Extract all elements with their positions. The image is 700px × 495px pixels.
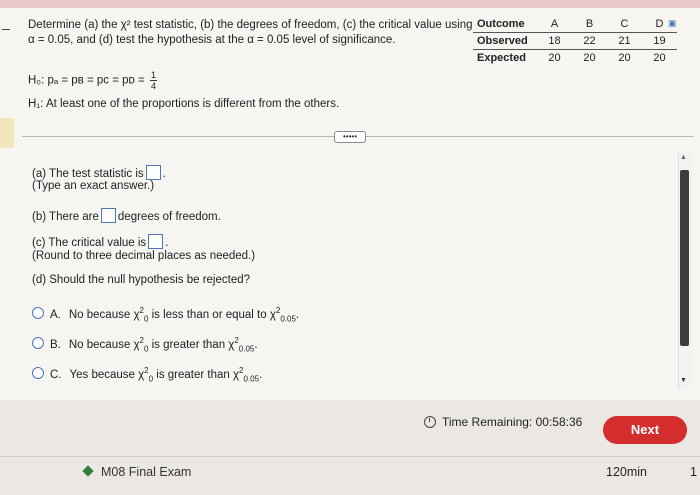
exam-title (84, 465, 191, 479)
option-c-text: Yes because χ (69, 368, 145, 381)
option-b-letter: B. (50, 338, 61, 351)
option-c-radio[interactable] (32, 367, 44, 379)
option-a-text-end: . (295, 308, 300, 321)
option-b-text-mid: is greater than χ (148, 338, 235, 351)
option-b-sub2: 0.05 (238, 344, 255, 354)
top-strip (0, 0, 700, 8)
option-a-radio[interactable] (32, 307, 44, 319)
option-a-sup2: 2 (275, 306, 281, 315)
table-header-outcome: Outcome (473, 16, 537, 33)
table-header-row (473, 16, 677, 33)
observed-b: 22 (572, 33, 607, 50)
observed-c: 21 (607, 33, 642, 50)
option-b-sup2: 2 (234, 336, 239, 345)
test-statistic-input[interactable] (146, 165, 161, 180)
option-c-sub: 0 (148, 374, 154, 384)
option-a-letter: A. (50, 308, 61, 321)
problem-line-2: α = 0.05, and (d) test the hypothesis at the α = 0.05 level of significance. (28, 34, 396, 46)
scrollbar-thumb[interactable] (680, 170, 689, 346)
option-a[interactable] (32, 306, 299, 323)
observed-label: Observed (473, 33, 537, 50)
problem-line-1: Determine (a) the χ² test statistic, (b) the degrees of freedom, (c) the critical value using (28, 19, 473, 31)
side-dash (2, 29, 10, 30)
option-a-sup: 2 (139, 306, 144, 315)
fraction-numerator: 1 (150, 70, 156, 80)
time-remaining (424, 415, 582, 429)
exam-duration: 120min (606, 465, 647, 479)
null-hypothesis (28, 70, 157, 91)
copy-data-icon[interactable]: ▣ (668, 18, 677, 28)
diamond-icon (82, 465, 93, 476)
scroll-down-icon[interactable]: ▼ (680, 377, 687, 384)
option-c-sup2: 2 (239, 366, 244, 375)
option-b[interactable] (32, 336, 258, 353)
option-a-text: No because χ (68, 308, 140, 321)
question-a: (a) The test statistic is . (32, 165, 166, 180)
observed-a: 18 (537, 33, 572, 50)
question-a-note: (Type an exact answer.) (32, 180, 155, 192)
side-tab[interactable] (0, 118, 14, 148)
null-hypothesis-fraction (150, 70, 157, 91)
expected-label: Expected (477, 52, 526, 64)
expected-b: 20 (583, 52, 596, 64)
expected-d: 20 (653, 52, 666, 64)
question-b-label-end: degrees of freedom. (117, 211, 221, 223)
option-b-text-end: . (254, 338, 258, 351)
option-c-letter: C. (50, 368, 62, 381)
page-number: 1 (690, 465, 697, 479)
observed-d: 19 (642, 33, 677, 50)
option-c[interactable] (32, 366, 262, 383)
problem-statement (28, 18, 473, 48)
expected-c: 20 (618, 52, 631, 64)
option-c-sup: 2 (144, 366, 149, 375)
table-header-c: C (607, 16, 642, 33)
fraction-denominator: 4 (150, 81, 156, 91)
option-b-sub: 0 (143, 344, 149, 354)
question-b-label: (b) There are (32, 211, 99, 223)
table-row-observed (473, 33, 677, 50)
clock-icon (424, 416, 436, 428)
option-b-text: No because χ (68, 338, 140, 351)
null-hypothesis-text: H₀: pₐ = pʙ = pᴄ = pᴅ = (28, 74, 145, 87)
data-table (473, 16, 677, 66)
exam-name: M08 Final Exam (101, 465, 192, 479)
scroll-up-icon[interactable]: ▲ (680, 154, 687, 161)
option-b-radio[interactable] (32, 337, 44, 349)
question-d: (d) Should the null hypothesis be rejected? (32, 274, 251, 286)
critical-value-input[interactable] (148, 234, 163, 249)
table-header-d: D (642, 16, 677, 33)
question-a-label: (a) The test statistic is (32, 168, 144, 180)
question-c-label: (c) The critical value is (32, 237, 147, 249)
question-c: (c) The critical value is . (32, 234, 168, 249)
option-a-sub2: 0.05 (280, 314, 296, 324)
option-c-text-end: . (259, 368, 263, 381)
show-more-button[interactable]: ••••• (334, 131, 366, 143)
alternative-hypothesis: H₁: At least one of the proportions is different from the others. (28, 98, 340, 110)
table-row-expected (473, 50, 677, 67)
time-remaining-label: Time Remaining: (442, 415, 533, 429)
next-button[interactable]: Next (603, 416, 687, 444)
expected-a: 20 (548, 52, 561, 64)
option-b-sup: 2 (139, 336, 144, 345)
question-b (32, 208, 221, 223)
time-remaining-value: 00:58:36 (535, 415, 583, 429)
table-header-b: B (572, 16, 607, 33)
option-c-sub2: 0.05 (243, 374, 260, 384)
question-c-note: (Round to three decimal places as needed.) (32, 250, 256, 262)
option-a-text-mid: is less than or equal to χ (148, 308, 276, 321)
option-c-text-mid: is greater than χ (153, 368, 240, 381)
footer-divider (0, 456, 700, 457)
footer-bar (0, 400, 700, 495)
option-a-sub: 0 (143, 314, 149, 324)
degrees-of-freedom-input[interactable] (101, 208, 116, 223)
table-header-a: A (537, 16, 572, 33)
